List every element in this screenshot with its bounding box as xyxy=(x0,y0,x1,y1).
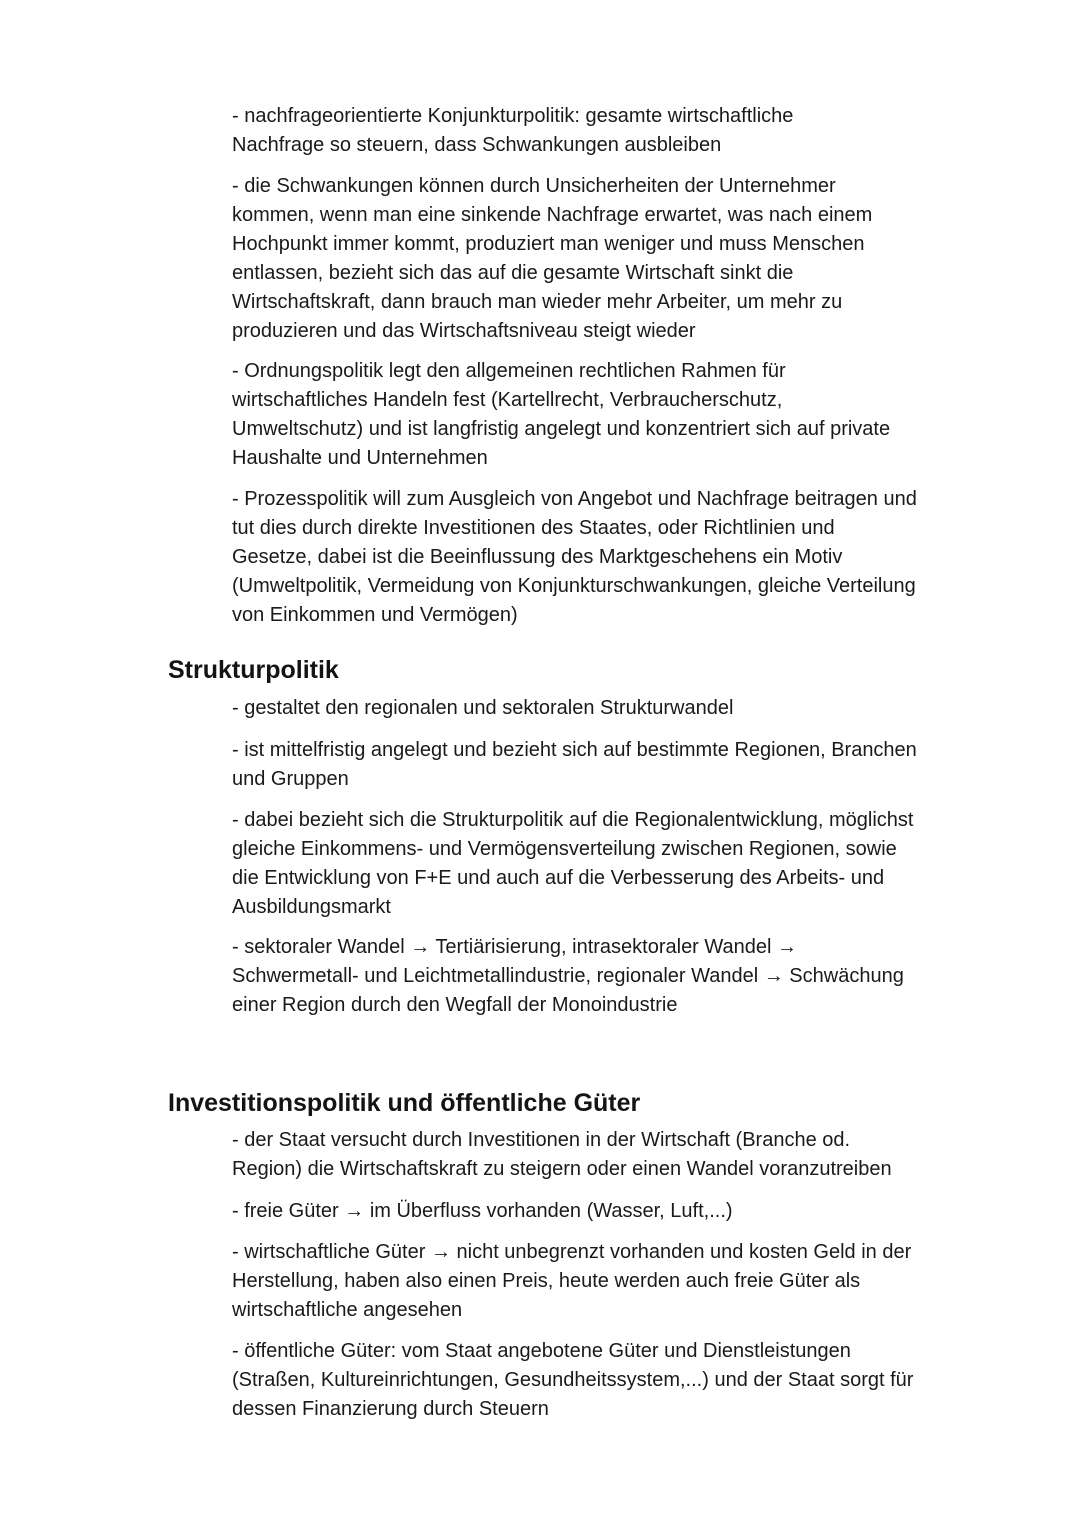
heading-investitionspolitik: Investitionspolitik und öffentliche Güter xyxy=(168,1089,641,1117)
paragraph-schwankungen: - die Schwankungen können durch Unsicherheiten der Unternehmer kommen, wenn man eine sinkende Nachfrage erwartet, was nach einem Hochpunkt immer kommt, produziert man weniger und muss Menschen entlassen, bezieht sich das auf die gesamte Wirtschaft sinkt die Wirtschaftskraft, dann brauch man wieder mehr Arbeiter, um mehr zu produzieren und das Wirtschaftsniveau steigt wieder xyxy=(232,175,873,342)
paragraph-regionalentwicklung: - dabei bezieht sich die Strukturpolitik auf die Regionalentwicklung, möglichst gleiche Einkommens- und Vermögensverteilung zwischen Regionen, sowie die Entwicklung von F+E und auch auf die Verbesserung des Arbeits- und Ausbildungsmarkt xyxy=(232,809,914,918)
paragraph-prozesspolitik: - Prozesspolitik will zum Ausgleich von Angebot und Nachfrage beitragen und tut dies durch direkte Investitionen des Staates, oder Richtlinien und Gesetze, dabei ist die Beeinflussung des Marktgeschehens ein Motiv (Umweltpolitik, Vermeidung von Konjunkturschwankungen, gleiche Verteilung von Einkommen und Vermögen) xyxy=(232,488,917,626)
paragraph-wirtschaftliche-gueter: - wirtschaftliche Güter → nicht unbegrenzt vorhanden und kosten Geld in der Herstellung, haben also einen Preis, heute werden auch freie Güter als wirtschaftliche angesehen xyxy=(232,1241,912,1321)
paragraph-nachfrageorientierte-konjunkturpolitik: - nachfrageorientierte Konjunkturpolitik: gesamte wirtschaftliche Nachfrage so steuern, dass Schwankungen ausbleiben xyxy=(232,105,794,156)
heading-strukturpolitik: Strukturpolitik xyxy=(168,656,339,684)
paragraph-mittelfristig: - ist mittelfristig angelegt und bezieht sich auf bestimmte Regionen, Branchen und Gruppen xyxy=(232,739,917,790)
paragraph-staat-investitionen: - der Staat versucht durch Investitionen in der Wirtschaft (Branche od. Region) die Wirtschaftskraft zu steigern oder einen Wandel voranzutreiben xyxy=(232,1129,892,1180)
paragraph-oeffentliche-gueter: - öffentliche Güter: vom Staat angebotene Güter und Dienstleistungen (Straßen, Kultureinrichtungen, Gesundheitssystem,...) und der Staat sorgt für dessen Finanzierung durch Steuern xyxy=(232,1340,914,1420)
paragraph-ordnungspolitik: - Ordnungspolitik legt den allgemeinen rechtlichen Rahmen für wirtschaftliches Handeln fest (Kartellrecht, Verbraucherschutz, Umweltschutz) und ist langfristig angelegt und konzentriert sich auf private Haushalte und Unternehmen xyxy=(232,360,891,469)
paragraph-freie-gueter: - freie Güter → im Überfluss vorhanden (Wasser, Luft,...) xyxy=(232,1200,733,1222)
paragraph-sektoraler-wandel: - sektoraler Wandel → Tertiärisierung, intrasektoraler Wandel → Schwermetall- und Leichtmetallindustrie, regionaler Wandel → Schwächung einer Region durch den Wegfall der Monoindustrie xyxy=(232,936,904,1016)
paragraph-strukturwandel: - gestaltet den regionalen und sektoralen Strukturwandel xyxy=(232,697,734,719)
